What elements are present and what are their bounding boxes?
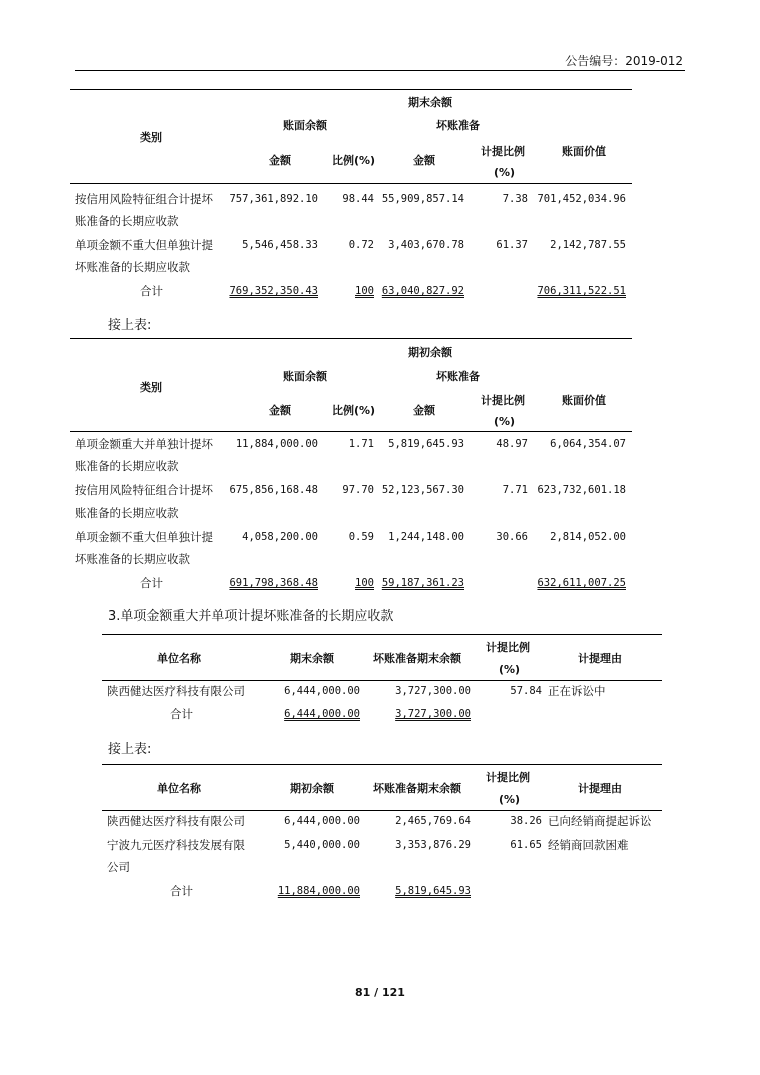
total-bad-debt: 59,187,361.23 [381, 577, 464, 589]
provision-ratio-cell: 7.71 [502, 484, 528, 496]
row-label: 按信用风险特征组合计提坏 [75, 192, 213, 206]
bd-amount-header: 金额 [413, 154, 435, 167]
provision-ratio-header: 计提比例 [486, 641, 530, 654]
section-title: 3.单项金额重大并单项计提坏账准备的长期应收款 [108, 609, 394, 624]
bad-debt-cell: 3,403,670.78 [388, 239, 464, 251]
amount-header: 金额 [269, 154, 291, 167]
unit-cell-cont: 公司 [107, 860, 130, 874]
ratio-cell: 0.59 [348, 531, 374, 543]
book-balance-header: 账面余额 [283, 370, 327, 383]
bad-debt-header: 坏账准备 [436, 119, 480, 132]
total-bad-debt: 5,819,645.93 [395, 885, 471, 897]
provision-ratio-cell: 30.66 [496, 531, 528, 543]
announcement-number: 公告编号：2019-012 [565, 54, 683, 68]
row-label: 单项金额重大并单独计提坏 [75, 437, 213, 451]
reason-cell: 已向经销商提起诉讼 [548, 814, 652, 828]
bad-debt-balance-header: 坏账准备期末余额 [373, 652, 461, 665]
amount-cell: 757,361,892.10 [229, 193, 318, 205]
provision-ratio-cell: 7.38 [502, 193, 528, 205]
total-label: 合计 [140, 576, 163, 590]
header-bottom-rule [102, 810, 662, 811]
provision-ratio-cell: 61.37 [496, 239, 528, 251]
provision-pct-header: (%) [494, 415, 516, 428]
bad-debt-cell: 52,123,567.30 [381, 484, 464, 496]
provision-pct-header: (%) [494, 166, 516, 179]
carrying-value-cell: 623,732,601.18 [537, 484, 626, 496]
period-header: 期初余额 [408, 346, 452, 359]
balance-cell: 5,440,000.00 [284, 839, 360, 851]
table-top-rule [70, 89, 632, 90]
carrying-value-cell: 2,814,052.00 [550, 531, 626, 543]
continued-caption: 接上表: [108, 318, 152, 333]
unit-header: 单位名称 [157, 782, 201, 795]
amount-header: 金额 [269, 404, 291, 417]
unit-cell: 宁波九元医疗科技发展有限 [107, 838, 245, 852]
balance-header: 期初余额 [290, 782, 334, 795]
header-rule [75, 70, 685, 71]
row-label-cont: 坏账准备的长期应收款 [75, 260, 190, 274]
total-balance: 11,884,000.00 [277, 885, 360, 897]
row-label-cont: 账准备的长期应收款 [75, 459, 179, 473]
ratio-cell: 97.70 [342, 484, 374, 496]
balance-header: 期末余额 [290, 652, 334, 665]
bad-debt-balance-header: 坏账准备期末余额 [373, 782, 461, 795]
period-header: 期末余额 [408, 96, 452, 109]
ratio-header: 比例(%) [332, 154, 376, 167]
total-label: 合计 [140, 284, 163, 298]
provision-ratio-cell: 61.65 [510, 839, 542, 851]
total-label: 合计 [170, 884, 193, 898]
carrying-value-header: 账面价值 [562, 394, 606, 407]
total-carrying-value: 632,611,007.25 [537, 577, 626, 589]
book-balance-header: 账面余额 [283, 119, 327, 132]
total-carrying-value: 706,311,522.51 [537, 285, 626, 297]
reason-header: 计提理由 [578, 652, 622, 665]
carrying-value-cell: 2,142,787.55 [550, 239, 626, 251]
category-header: 类别 [140, 381, 162, 394]
category-header: 类别 [140, 131, 162, 144]
bad-debt-cell: 1,244,148.00 [388, 531, 464, 543]
unit-header: 单位名称 [157, 652, 201, 665]
total-ratio: 100 [355, 285, 374, 297]
balance-cell: 6,444,000.00 [284, 685, 360, 697]
ratio-cell: 0.72 [348, 239, 374, 251]
row-label-cont: 账准备的长期应收款 [75, 214, 179, 228]
provision-ratio-header: 计提比例 [481, 145, 525, 158]
ratio-header: 比例(%) [332, 404, 376, 417]
total-balance: 6,444,000.00 [284, 708, 360, 720]
carrying-value-cell: 6,064,354.07 [550, 438, 626, 450]
provision-pct-header: (%) [499, 663, 521, 676]
provision-ratio-cell: 48.97 [496, 438, 528, 450]
bad-debt-cell: 3,727,300.00 [395, 685, 471, 697]
bd-amount-header: 金额 [413, 404, 435, 417]
bad-debt-cell: 5,819,645.93 [388, 438, 464, 450]
bad-debt-cell: 3,353,876.29 [395, 839, 471, 851]
amount-cell: 4,058,200.00 [242, 531, 318, 543]
ratio-cell: 98.44 [342, 193, 374, 205]
row-label-cont: 账准备的长期应收款 [75, 506, 179, 520]
ratio-cell: 1.71 [348, 438, 374, 450]
provision-ratio-cell: 57.84 [510, 685, 542, 697]
table-top-rule [102, 634, 662, 635]
row-label: 单项金额不重大但单独计提 [75, 238, 213, 252]
provision-ratio-header: 计提比例 [481, 394, 525, 407]
continued-caption: 接上表: [108, 742, 152, 757]
bad-debt-cell: 55,909,857.14 [381, 193, 464, 205]
reason-header: 计提理由 [578, 782, 622, 795]
provision-ratio-header: 计提比例 [486, 771, 530, 784]
row-label: 按信用风险特征组合计提坏 [75, 483, 213, 497]
table-top-rule [102, 764, 662, 765]
reason-cell: 经销商回款困难 [548, 838, 629, 852]
amount-cell: 11,884,000.00 [235, 438, 318, 450]
header-bottom-rule [70, 431, 632, 432]
row-label: 单项金额不重大但单独计提 [75, 530, 213, 544]
bad-debt-header: 坏账准备 [436, 370, 480, 383]
unit-cell: 陕西健达医疗科技有限公司 [107, 684, 245, 698]
provision-ratio-cell: 38.26 [510, 815, 542, 827]
total-bad-debt: 3,727,300.00 [395, 708, 471, 720]
total-bad-debt: 63,040,827.92 [381, 285, 464, 297]
header-bottom-rule [70, 183, 632, 184]
carrying-value-cell: 701,452,034.96 [537, 193, 626, 205]
bad-debt-cell: 2,465,769.64 [395, 815, 471, 827]
row-label-cont: 坏账准备的长期应收款 [75, 552, 190, 566]
reason-cell: 正在诉讼中 [548, 684, 606, 698]
carrying-value-header: 账面价值 [562, 145, 606, 158]
amount-cell: 675,856,168.48 [229, 484, 318, 496]
balance-cell: 6,444,000.00 [284, 815, 360, 827]
table-top-rule [70, 338, 632, 339]
total-label: 合计 [170, 707, 193, 721]
total-amount: 769,352,350.43 [229, 285, 318, 297]
total-amount: 691,798,368.48 [229, 577, 318, 589]
header-bottom-rule [102, 680, 662, 681]
unit-cell: 陕西健达医疗科技有限公司 [107, 814, 245, 828]
page-number: 81 / 121 [355, 986, 405, 999]
provision-pct-header: (%) [499, 793, 521, 806]
total-ratio: 100 [355, 577, 374, 589]
amount-cell: 5,546,458.33 [242, 239, 318, 251]
